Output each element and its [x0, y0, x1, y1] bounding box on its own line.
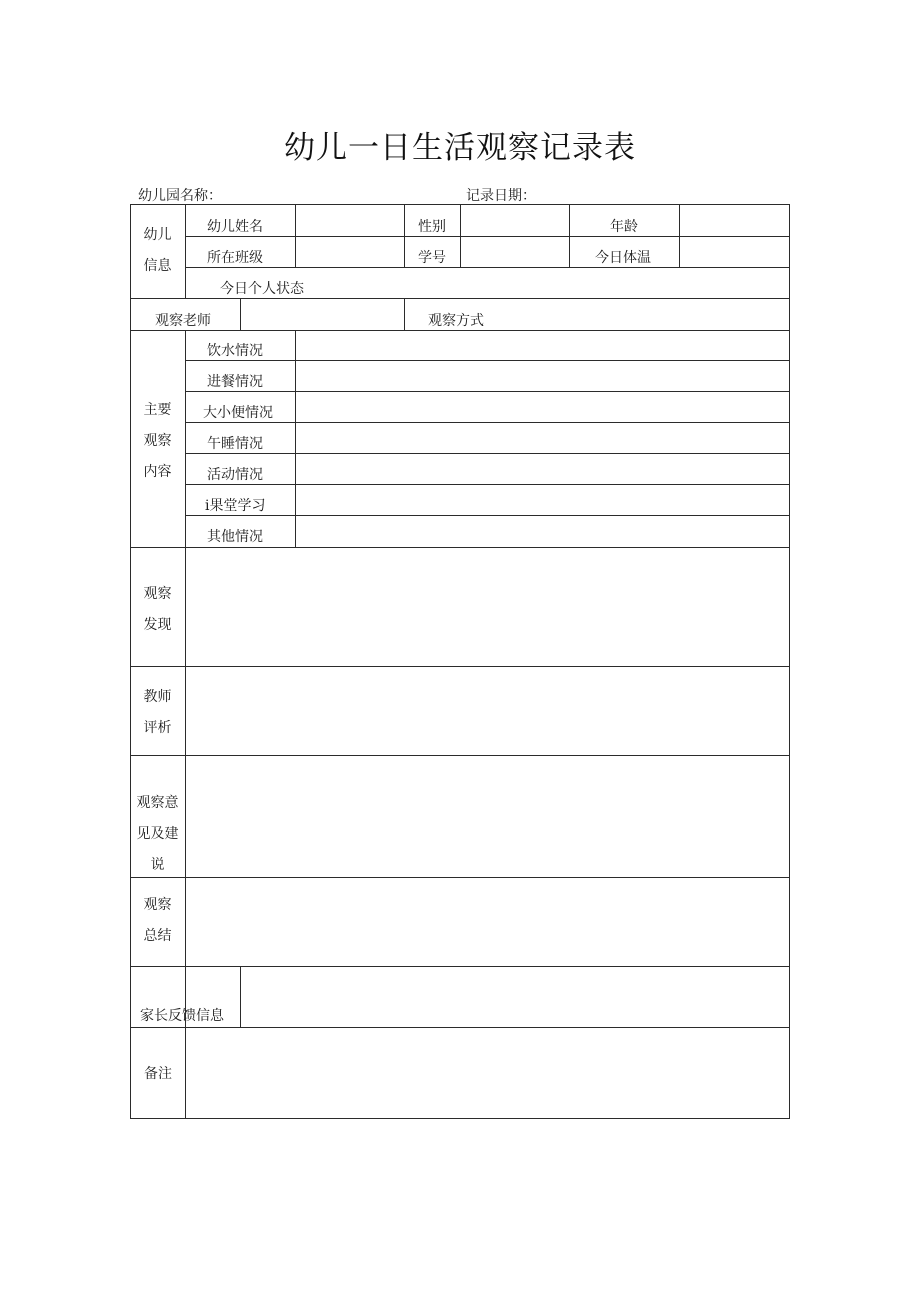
gender-field[interactable]: [461, 205, 569, 236]
page-title: 幼儿一日生活观察记录表: [284, 130, 636, 166]
other-field[interactable]: [296, 516, 789, 547]
remarks-field[interactable]: [186, 1028, 789, 1118]
kindergarten-name-label: 幼儿园名称：: [138, 188, 222, 204]
findings-field[interactable]: [186, 548, 789, 666]
other-label: 其他情况: [207, 529, 263, 545]
toileting-label: 大小便情况: [203, 405, 273, 421]
student-number-label: 学号: [418, 250, 446, 266]
class-label: 所在班级: [207, 250, 263, 266]
suggestions-section-label: 观察意 见及建 说: [136, 795, 179, 873]
child-name-label: 幼儿姓名: [207, 219, 263, 235]
nap-label: 午睡情况: [207, 436, 263, 452]
toileting-field[interactable]: [296, 392, 789, 422]
age-label: 年龄: [610, 219, 638, 235]
gender-label: 性别: [418, 219, 446, 235]
suggestions-field[interactable]: [186, 756, 789, 877]
observer-teacher-label: 观察老师: [155, 313, 211, 329]
main-content-section-label: 主要 观察 内容: [143, 402, 172, 480]
student-number-field[interactable]: [461, 237, 569, 267]
remarks-label: 备注: [144, 1066, 172, 1082]
drinking-field[interactable]: [296, 331, 789, 360]
summary-field[interactable]: [186, 878, 789, 966]
class-field[interactable]: [296, 237, 404, 267]
parent-feedback-label: 家长反馈信息: [140, 1008, 224, 1024]
child-name-field[interactable]: [296, 205, 404, 236]
activity-label: 活动情况: [207, 467, 263, 483]
child-info-section-label: 幼儿 信息: [143, 227, 172, 274]
eating-field[interactable]: [296, 361, 789, 391]
personal-status-label: 今日个人状态: [220, 281, 304, 297]
temperature-field[interactable]: [680, 237, 789, 267]
findings-section-label: 观察 发现: [143, 586, 172, 633]
eating-label: 进餐情况: [207, 374, 263, 390]
observer-teacher-field[interactable]: [241, 299, 404, 330]
record-date-label: 记录日期：: [466, 188, 536, 204]
parent-feedback-field[interactable]: [241, 967, 789, 1027]
age-field[interactable]: [680, 205, 789, 236]
observation-method-label: 观察方式: [428, 313, 484, 329]
classroom-learning-label: i果堂学习: [205, 498, 266, 514]
analysis-section-label: 教师 评析: [143, 689, 172, 736]
analysis-field[interactable]: [186, 667, 789, 755]
temperature-label: 今日体温: [595, 250, 651, 266]
summary-section-label: 观察 总结: [143, 897, 172, 944]
classroom-learning-field[interactable]: [296, 485, 789, 515]
activity-field[interactable]: [296, 454, 789, 484]
nap-field[interactable]: [296, 423, 789, 453]
drinking-label: 饮水情况: [207, 343, 263, 359]
